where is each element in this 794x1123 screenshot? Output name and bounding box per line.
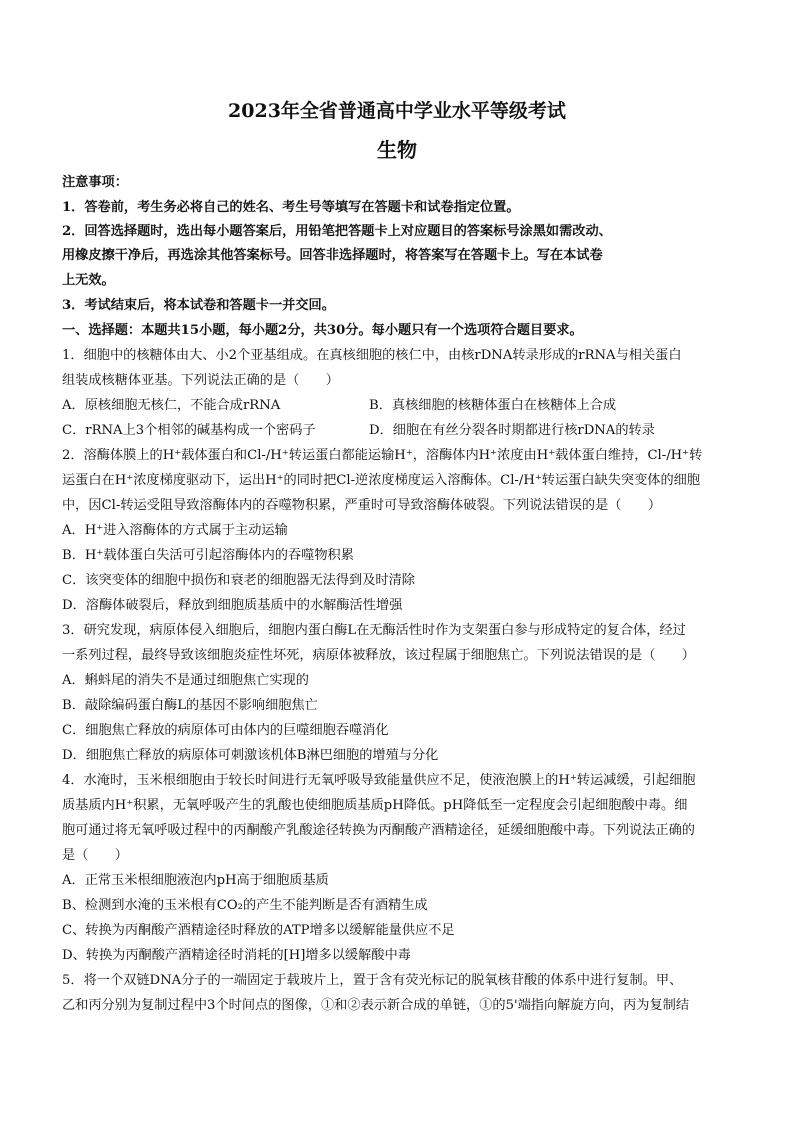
q1-stem-line-1: 1．细胞中的核糖体由大、小2个亚基组成。在真核细胞的核仁中，由核rDNA转录形成的rRNA与相关蛋白: [62, 348, 682, 363]
q1-option-b: B．真核细胞的核糖体蛋白在核糖体上合成: [369, 398, 617, 413]
q1-option-c: C．rRNA上3个相邻的碱基构成一个密码子: [62, 423, 316, 438]
q2-option-b: B．H⁺载体蛋白失活可引起溶酶体内的吞噬物积累: [62, 548, 354, 563]
q3-stem-line-2: 一系列过程，最终导致该细胞炎症性坏死，病原体被释放，该过程属于细胞焦亡。下列说法错误的是（ ）: [62, 648, 695, 663]
q3-option-c: C．细胞焦亡释放的病原体可由体内的巨噬细胞吞噬消化: [62, 723, 389, 738]
q4-stem-line-4: 是（ ）: [62, 848, 128, 863]
q3-option-d: D．细胞焦亡释放的病原体可刺激该机体B淋巴细胞的增殖与分化: [62, 748, 439, 763]
q1-option-d: D．细胞在有丝分裂各时期都进行核rDNA的转录: [369, 423, 655, 438]
q3-option-b: B．敲除编码蛋白酶L的基因不影响细胞焦亡: [62, 698, 318, 713]
q3-stem-line-1: 3．研究发现，病原体侵入细胞后，细胞内蛋白酶L在无酶活性时作为支架蛋白参与形成特定的复合体，经过: [62, 623, 686, 638]
q1-option-a: A．原核细胞无核仁，不能合成rRNA: [62, 398, 281, 413]
q2-stem-line-1: 2．溶酶体膜上的H⁺载体蛋白和Cl-/H⁺转运蛋白都能运输H⁺，溶酶体内H⁺浓度由H⁺载体蛋白维持，Cl-/H⁺转: [62, 448, 703, 463]
q5-stem-line-2: 乙和丙分别为复制过程中3个时间点的图像，①和②表示新合成的单链，①的5'端指向解旋方向，丙为复制结: [62, 998, 690, 1013]
q3-option-a: A．蝌蚪尾的消失不是通过细胞焦亡实现的: [62, 673, 309, 688]
q4-stem-line-2: 质基质内H⁺积累，无氧呼吸产生的乳酸也使细胞质基质pH降低。pH降低至一定程度会引起细胞酸中毒。细: [62, 798, 688, 813]
q4-stem-line-3: 胞可通过将无氧呼吸过程中的丙酮酸产乳酸途径转换为丙酮酸产酒精途径，延缓细胞酸中毒。下列说法正确的: [62, 823, 695, 838]
q4-option-c: C、转换为丙酮酸产酒精途径时释放的ATP增多以缓解能量供应不足: [62, 923, 455, 938]
q4-option-b: B、检测到水淹的玉米根有CO₂的产生不能判断是否有酒精生成: [62, 898, 428, 913]
q2-option-a: A．H⁺进入溶酶体的方式属于主动运输: [62, 523, 288, 538]
q4-option-a: A．正常玉米根细胞液泡内pH高于细胞质基质: [62, 873, 329, 888]
q2-stem-line-3: 中，因Cl-转运受阻导致溶酶体内的吞噬物积累，严重时可导致溶酶体破裂。下列说法错误的是（ ）: [62, 498, 662, 513]
q4-option-d: D、转换为丙酮酸产酒精途径时消耗的[H]增多以缓解酸中毒: [62, 948, 411, 963]
q2-option-c: C．该突变体的细胞中损伤和衰老的细胞器无法得到及时清除: [62, 573, 415, 588]
section-heading: 一、选择题：本题共15小题，每小题2分，共30分。每小题只有一个选项符合题目要求。: [62, 323, 583, 338]
q2-option-d: D．溶酶体破裂后，释放到细胞质基质中的水解酶活性增强: [62, 598, 403, 613]
notice-item-3: 3．考试结束后，将本试卷和答题卡一并交回。: [62, 298, 335, 313]
q5-stem-line-1: 5．将一个双链DNA分子的一端固定于载玻片上，置于含有荧光标记的脱氧核苷酸的体系中进行复制。甲、: [62, 973, 683, 988]
notice-heading: 注意事项：: [62, 175, 128, 190]
notice-item-1: 1．答卷前，考生务必将自己的姓名、考生号等填写在答题卡和试卷指定位置。: [62, 200, 520, 215]
notice-item-2-line-3: 上无效。: [62, 273, 115, 288]
exam-title: 2023年全省普通高中学业水平等级考试: [228, 100, 566, 122]
q2-stem-line-2: 运蛋白在H⁺浓度梯度驱动下，运出H⁺的同时把Cl-逆浓度梯度运入溶酶体。Cl-/H⁺转运蛋白缺失突变体的细胞: [62, 473, 701, 488]
notice-item-2-line-1: 2．回答选择题时，选出每小题答案后，用铅笔把答题卡上对应题目的答案标号涂黑如需改动、: [62, 224, 612, 239]
subject-title: 生物: [377, 138, 417, 162]
notice-item-2-line-2: 用橡皮擦干净后，再选涂其他答案标号。回答非选择题时，将答案写在答题卡上。写在本试卷: [62, 248, 603, 263]
q4-stem-line-1: 4．水淹时，玉米根细胞由于较长时间进行无氧呼吸导致能量供应不足，使液泡膜上的H⁺转运减缓，引起细胞: [62, 773, 696, 788]
q1-stem-line-2: 组装成核糖体亚基。下列说法正确的是（ ）: [62, 373, 339, 388]
